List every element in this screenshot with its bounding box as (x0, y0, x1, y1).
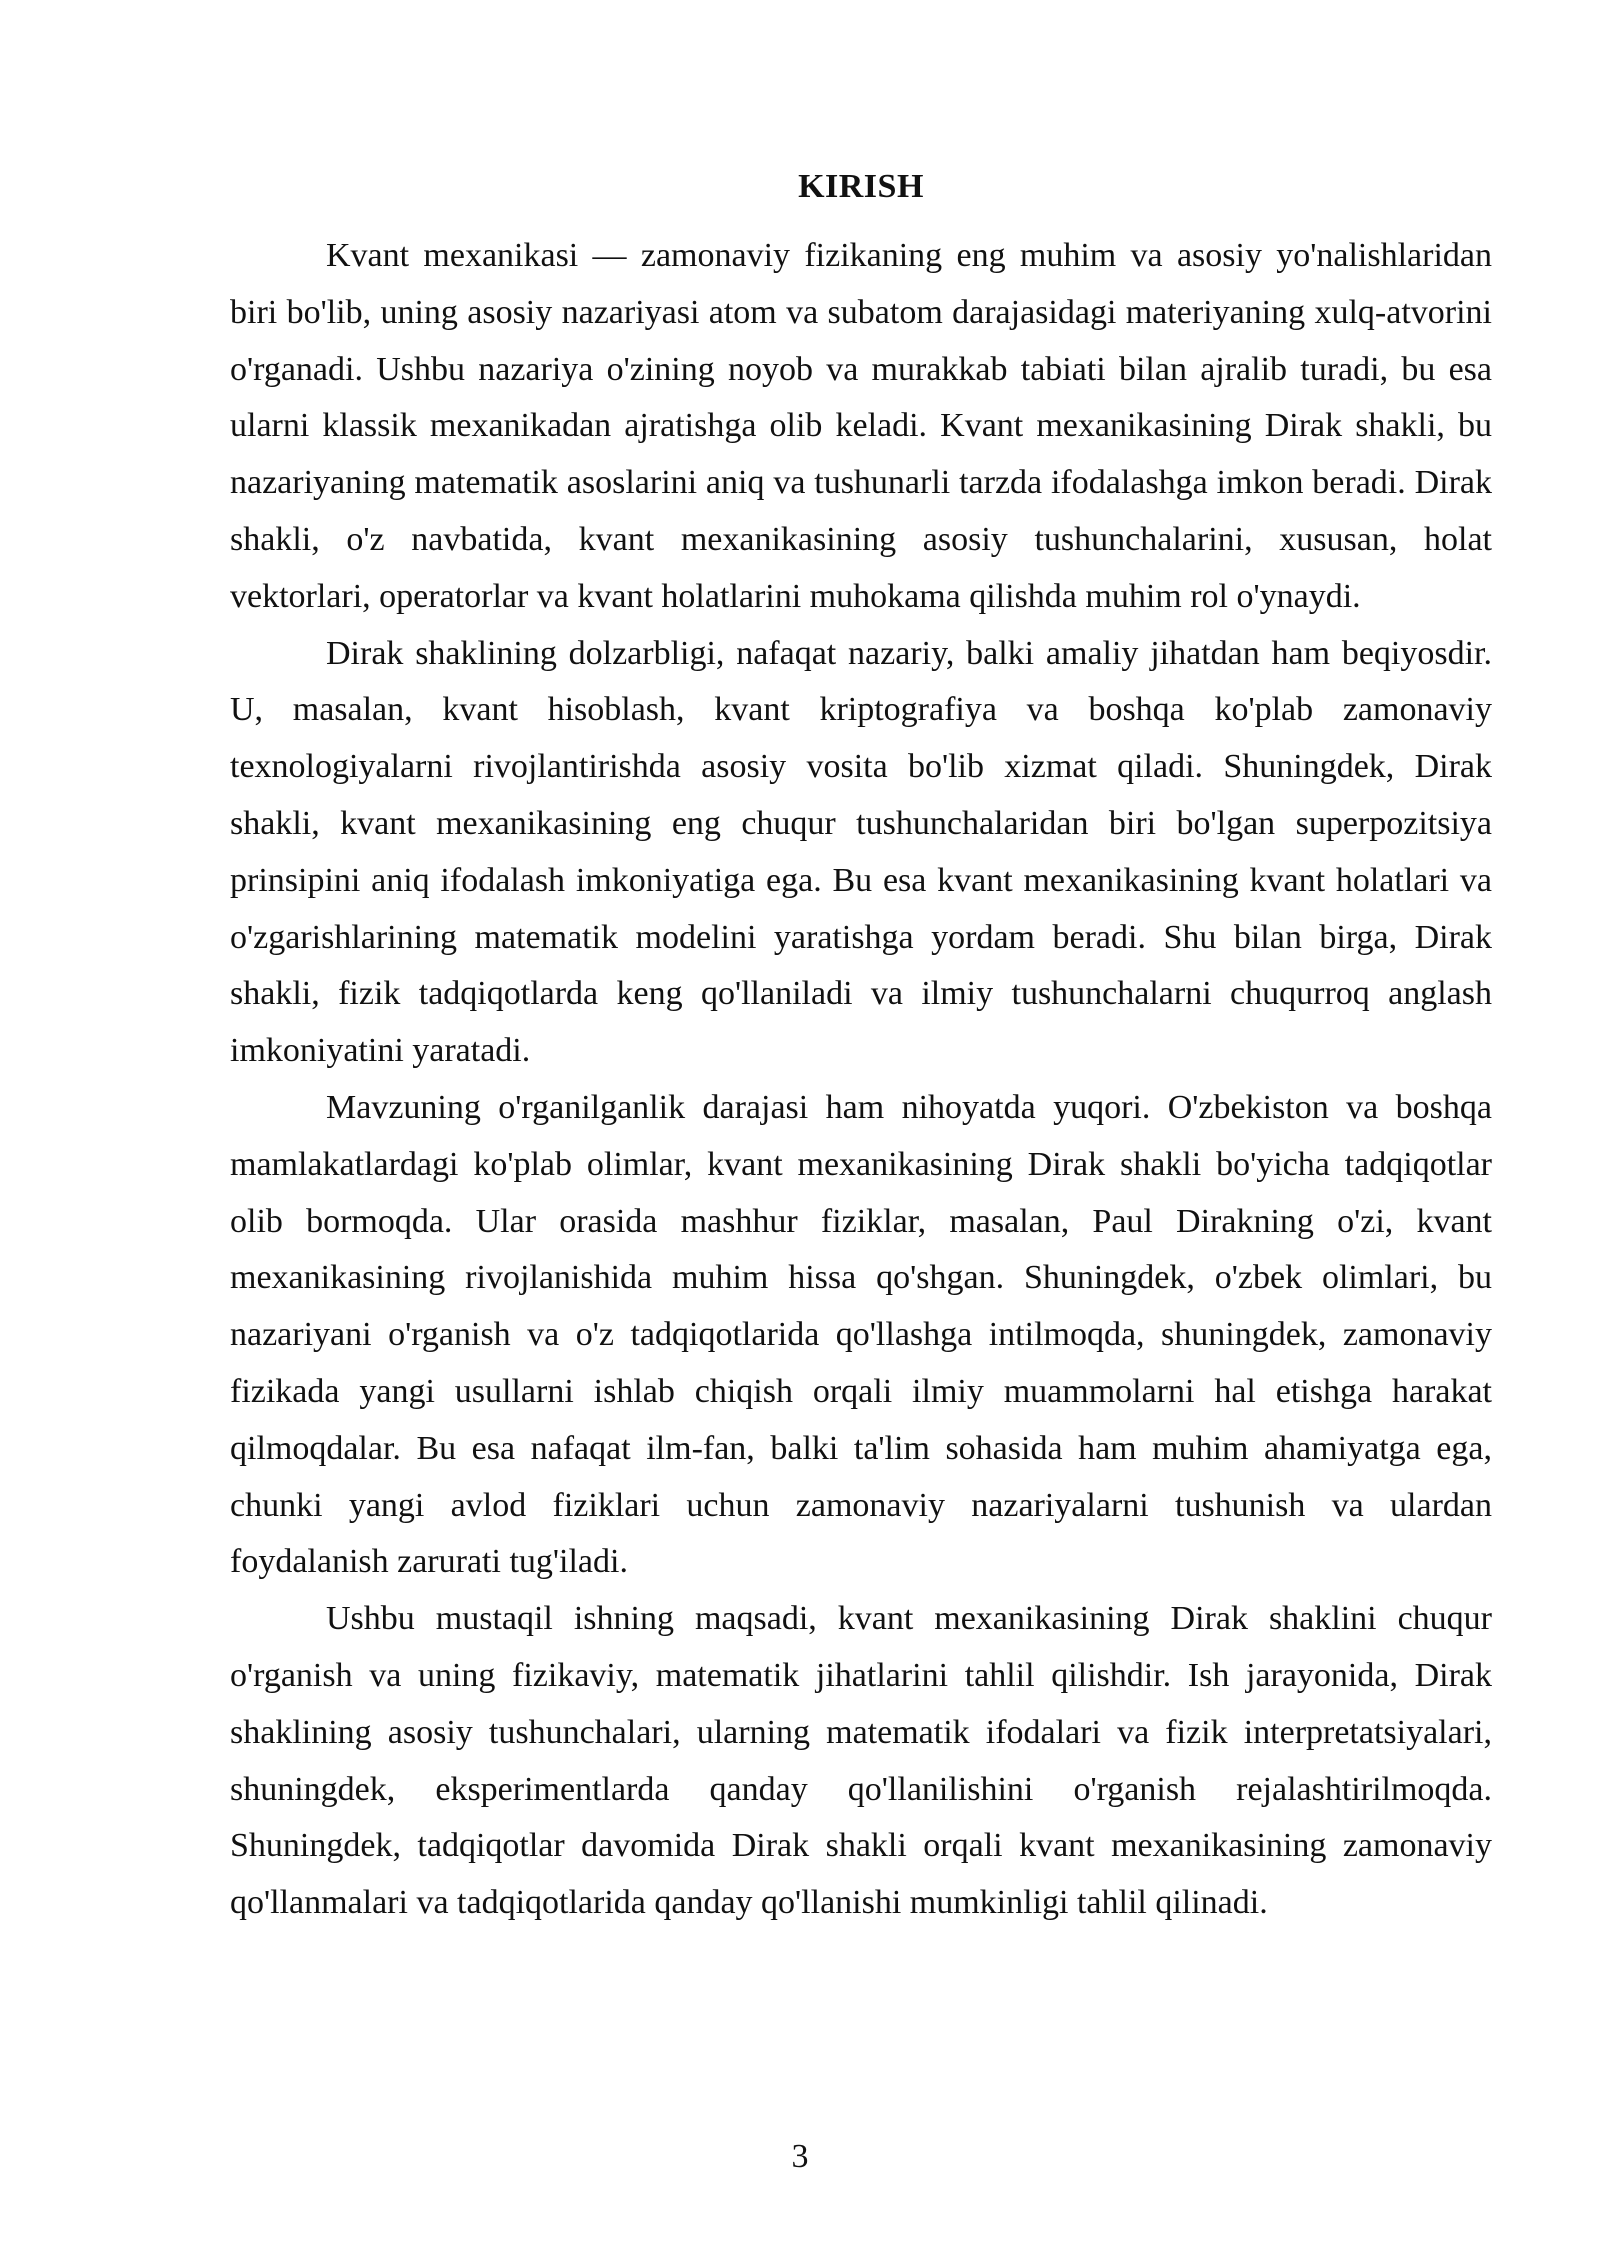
paragraph-3: Mavzuning o'rganilganlik darajasi ham nihoyatda yuqori. O'zbekiston va boshqa mamlakatlardagi ko'plab olimlar, kvant mexanikasining Dirak shakli bo'yicha tadqiqotlar olib bormoqda. Ular orasida mashhur fiziklar, masalan, Paul Dirakning o'zi, kvant mexanikasining rivojlanishida muhim hissa qo'shgan. Shuningdek, o'zbek olimlari, bu nazariyani o'rganish va o'z tadqiqotlarida qo'llashga intilmoqda, shuningdek, zamonaviy fizikada yangi usullarni ishlab chiqish orqali ilmiy muammolarni hal etishga harakat qilmoqdalar. Bu esa nafaqat ilm-fan, balki ta'lim sohasida ham muhim ahamiyatga ega, chunki yangi avlod fiziklari uchun zamonaviy nazariyalarni tushunish va ulardan foydalanish zarurati tug'iladi. (230, 1088, 1492, 1581)
page-content (230, 162, 1492, 1932)
paragraph-4: Ushbu mustaqil ishning maqsadi, kvant mexanikasining Dirak shaklini chuqur o'rganish va uning fizikaviy, matematik jihatlarini tahlil qilishdir. Ish jarayonida, Dirak shaklining asosiy tushunchalari, ularning matematik ifodalari va fizik interpretatsiyalari, shuningdek, eksperimentlarda qanday qo'llanilishini o'rganish rejalashtirilmoqda. Shuningdek, tadqiqotlar davomida Dirak shakli orqali kvant mexanikasining zamonaviy qo'llanmalari va tadqiqotlarida qanday qo'llanishi mumkinligi tahlil qilinadi. (230, 1600, 1492, 1922)
page-number: 3 (791, 2138, 809, 2175)
paragraph-1: Kvant mexanikasi — zamonaviy fizikaning eng muhim va asosiy yo'nalishlaridan biri bo'lib, uning asosiy nazariyasi atom va subatom darajasidagi materiyaning xulq-atvorini o'rganadi. Ushbu nazariya o'zining noyob va murakkab tabiati bilan ajralib turadi, bu esa ularni klassik mexanikadan ajratishga olib keladi. Kvant mexanikasining Dirak shakli, bu nazariyaning matematik asoslarini aniq va tushunarli tarzda ifodalashga imkon beradi. Dirak shakli, o'z navbatida, kvant mexanikasining asosiy tushunchalarini, xususan, holat vektorlari, operatorlar va kvant holatlarini muhokama qilishda muhim rol o'ynaydi. (230, 237, 1492, 615)
section-title: KIRISH (798, 168, 924, 205)
paragraph-2: Dirak shaklining dolzarbligi, nafaqat nazariy, balki amaliy jihatdan ham beqiyosdir. U, masalan, kvant hisoblash, kvant kriptografiya va boshqa ko'plab zamonaviy texnologiyalarni rivojlantirishda asosiy vosita bo'lib xizmat qiladi. Shuningdek, Dirak shakli, kvant mexanikasining eng chuqur tushunchalaridan biri bo'lgan superpozitsiya prinsipini aniq ifodalash imkoniyatiga ega. Bu esa kvant mexanikasining kvant holatlari va o'zgarishlarining matematik modelini yaratishga yordam beradi. Shu bilan birga, Dirak shakli, fizik tadqiqotlarda keng qo'llaniladi va ilmiy tushunchalarni chuqurroq anglash imkoniyatini yaratadi. (230, 634, 1492, 1070)
